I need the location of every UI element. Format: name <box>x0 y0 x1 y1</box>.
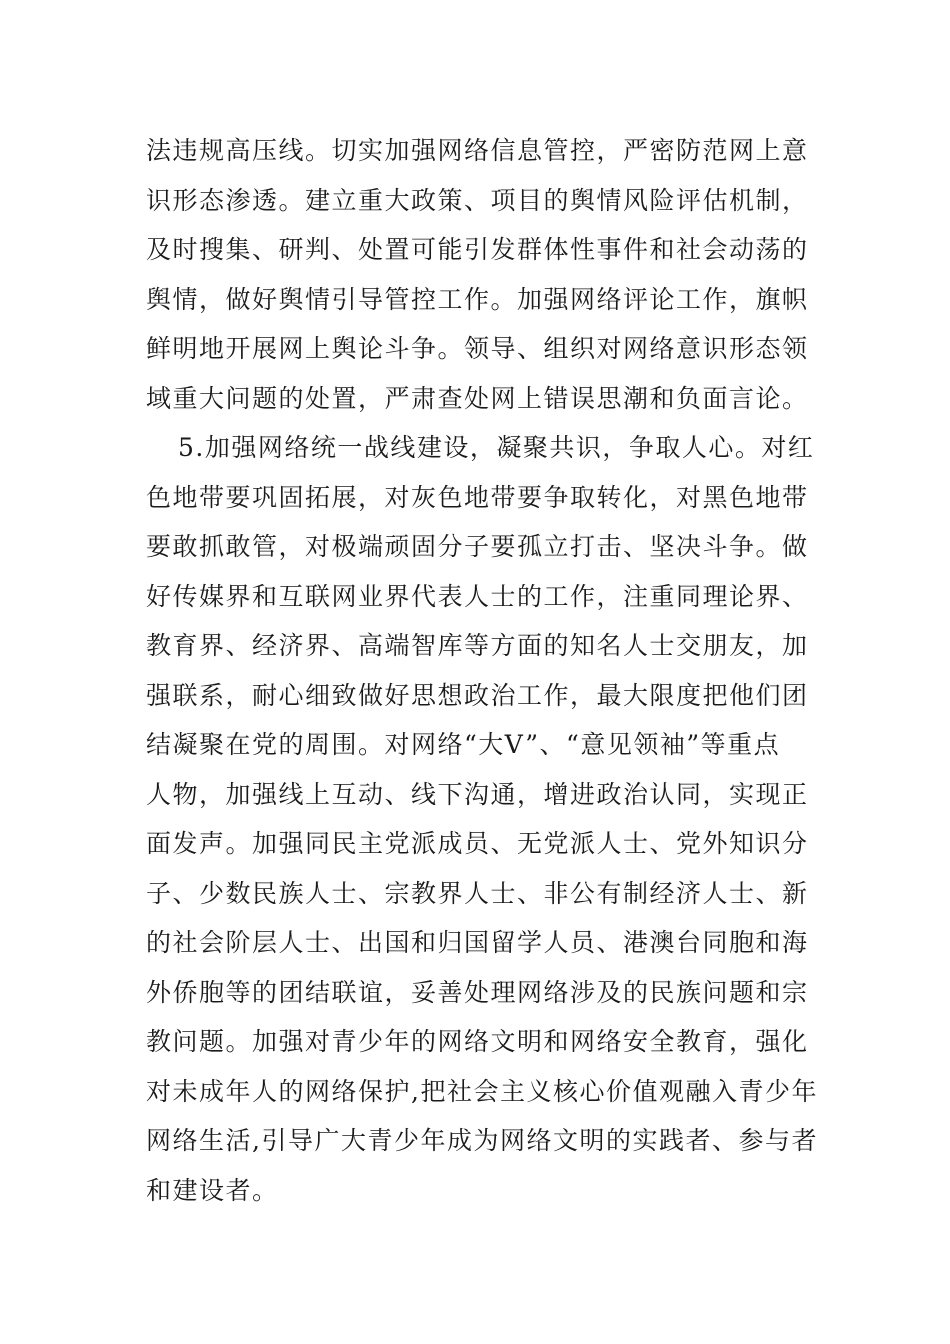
text-line: 及时搜集、研判、处置可能引发群体性事件和社会动荡的 <box>146 235 809 264</box>
text-line: 强联系，耐心细致做好思想政治工作，最大限度把他们团 <box>146 680 809 710</box>
text-line: 舆情，做好舆情引导管控工作。加强网络评论工作，旗帜 <box>146 284 809 314</box>
text-line: 法违规高压线。切实加强网络信息管控，严密防范网上意 <box>146 136 809 165</box>
text-line: 的社会阶层人士、出国和归国留学人员、港澳台同胞和海 <box>146 928 809 957</box>
text-line: 要敢抓敢管，对极端顽固分子要孤立打击、坚决斗争。做 <box>146 532 809 561</box>
text-line: 人物，加强线上互动、线下沟通，增进政治认同，实现正 <box>146 779 809 809</box>
text-line: 色地带要巩固拓展，对灰色地带要争取转化，对黑色地带 <box>146 482 809 512</box>
text-line: 识形态渗透。建立重大政策、项目的舆情风险评估机制， <box>146 185 809 215</box>
text-line: 网络生活,引导广大青少年成为网络文明的实践者、参与者 <box>146 1126 818 1155</box>
text-line: 外侨胞等的团结联谊，妥善处理网络涉及的民族问题和宗 <box>146 977 809 1007</box>
text-line: 面发声。加强同民主党派成员、无党派人士、党外知识分 <box>146 829 809 858</box>
paragraph-start-line: 5.加强网络统一战线建设，凝聚共识，争取人心。对红 <box>178 433 815 462</box>
text-line: 结凝聚在党的周围。对网络“大V”、“意见领袖”等重点 <box>146 730 781 759</box>
text-line: 鲜明地开展网上舆论斗争。领导、组织对网络意识形态领 <box>146 334 809 363</box>
text-line: 好传媒界和互联网业界代表人士的工作，注重同理论界、 <box>146 581 809 611</box>
text-line: 子、少数民族人士、宗教界人士、非公有制经济人士、新 <box>146 878 809 908</box>
document-body <box>146 126 816 1215</box>
text-line: 对未成年人的网络保护,把社会主义核心价值观融入青少年 <box>146 1076 818 1106</box>
text-line: 域重大问题的处置，严肃查处网上错误思潮和负面言论。 <box>146 383 809 413</box>
text-line: 教育界、经济界、高端智库等方面的知名人士交朋友，加 <box>146 631 809 660</box>
text-line: 教问题。加强对青少年的网络文明和网络安全教育，强化 <box>146 1027 809 1056</box>
text-line: 和建设者。 <box>146 1175 279 1205</box>
